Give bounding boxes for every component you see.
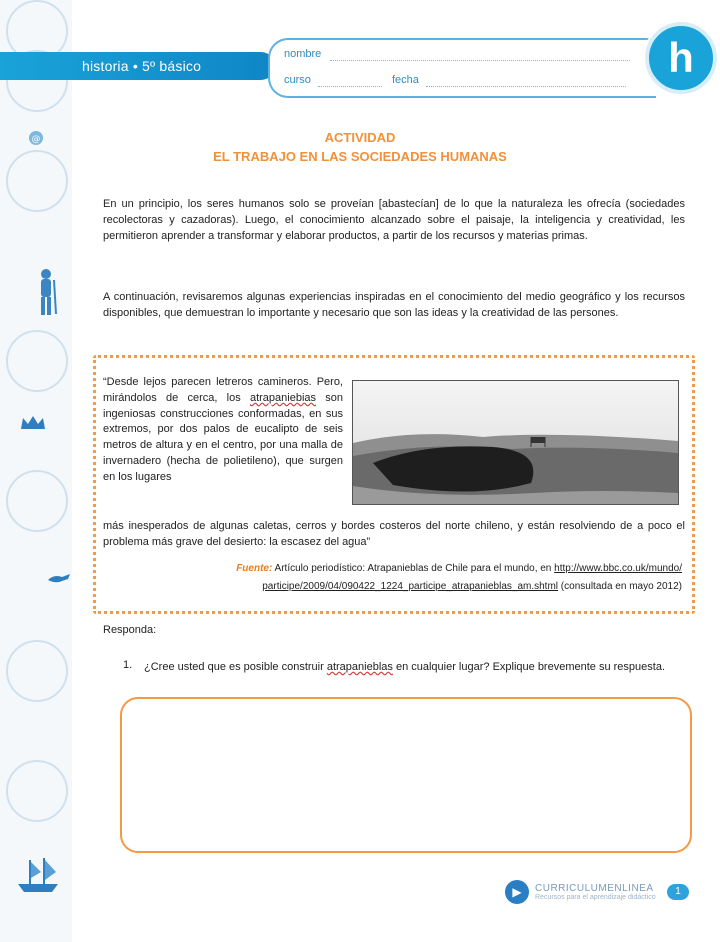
student-info-box bbox=[268, 38, 656, 98]
swirl-ornament bbox=[6, 640, 68, 702]
answer-box[interactable] bbox=[120, 697, 692, 853]
footer-tagline: Recursos para el aprendizaje didáctico bbox=[535, 894, 656, 901]
play-icon: ▶ bbox=[505, 880, 529, 904]
respond-label: Responda: bbox=[103, 624, 157, 636]
intro-paragraph-1: En un principio, los seres humanos solo se proveían [abastecían] de lo que la naturaleza les ofrecía (sociedades recolectoras y cazadoras). Luego, el conocimiento alcanzado sobre el paisaje, la inteligencia y creatividad, les permitieron aprender a transformar y elaborar productos, a partir de los recursos y materias primas. bbox=[103, 198, 685, 242]
subject-label: historia • 5º básico bbox=[82, 58, 202, 74]
source-consulted: (consultada en mayo 2012) bbox=[558, 581, 682, 592]
curso-field[interactable] bbox=[318, 86, 382, 87]
source-link[interactable]: http://www.bbc.co.uk/mundo/ bbox=[554, 563, 682, 574]
nombre-label: nombre bbox=[284, 48, 322, 60]
footer-brand bbox=[505, 880, 656, 904]
source-link[interactable]: participe/2009/04/090422_1224_participe_atrapanieblas_am.shtml bbox=[262, 581, 559, 592]
explorer-figure-icon bbox=[32, 268, 60, 323]
question-segment: en cualquier lugar? Explique brevemente su respuesta. bbox=[392, 661, 666, 673]
animal-icon bbox=[46, 572, 72, 591]
nombre-field[interactable] bbox=[330, 60, 630, 61]
fog-catcher-photo bbox=[352, 380, 679, 505]
question-number: 1. bbox=[123, 659, 133, 671]
activity-heading: ACTIVIDAD bbox=[324, 130, 396, 145]
ship-icon bbox=[14, 856, 62, 901]
curso-label: curso bbox=[284, 74, 311, 86]
crown-icon bbox=[20, 415, 46, 436]
fecha-label: fecha bbox=[392, 74, 419, 86]
brand-logo: h bbox=[645, 22, 717, 94]
quote-text-left bbox=[103, 375, 343, 486]
question-text bbox=[144, 659, 684, 675]
intro-paragraph-2: A continuación, revisaremos algunas experiencias inspiradas en el conocimiento del medio geográfico y los recursos disponibles, que demuestran lo importante y necesario que son las ideas y la creatividad de las persones. bbox=[103, 291, 685, 319]
source-text: Artículo periodístico: Atrapanieblas de Chile para el mundo, en bbox=[272, 563, 555, 574]
question-keyword: atrapanieblas bbox=[326, 661, 393, 673]
question-segment: ¿Cree usted que es posible construir bbox=[144, 661, 327, 673]
svg-text:@: @ bbox=[31, 134, 41, 145]
swirl-ornament bbox=[6, 330, 68, 392]
fecha-field[interactable] bbox=[426, 86, 626, 87]
page-number: 1 bbox=[667, 884, 689, 900]
page-title: EL TRABAJO EN LAS SOCIEDADES HUMANAS bbox=[213, 149, 507, 164]
quote-segment: son ingeniosas construcciones conformadas, en sus extremos, por dos palos de eucalipto de seis metros de altura y en el centro, por una malla de invernadero (hecha de polietileno), que surgen en los lugares bbox=[103, 391, 343, 483]
source-label: Fuente: bbox=[236, 563, 273, 574]
quote-segment: “Desde lejos parecen letreros camineros. Pero, mirándolos de cerca, los bbox=[103, 376, 343, 404]
quote-text-continued: más inesperados de algunas caletas, cerros y bordes costeros del norte chileno, y están resolviendo de a poco el problema más grave del desierto: la escasez del agua” bbox=[103, 520, 685, 548]
swirl-ornament bbox=[6, 760, 68, 822]
source-citation-line-2 bbox=[262, 581, 682, 592]
swirl-ornament bbox=[6, 470, 68, 532]
quote-keyword: atrapaniebias bbox=[249, 391, 317, 404]
footer-brand-name: CURRICULUMENLINEA bbox=[535, 883, 654, 894]
source-citation-line-1 bbox=[236, 563, 682, 574]
